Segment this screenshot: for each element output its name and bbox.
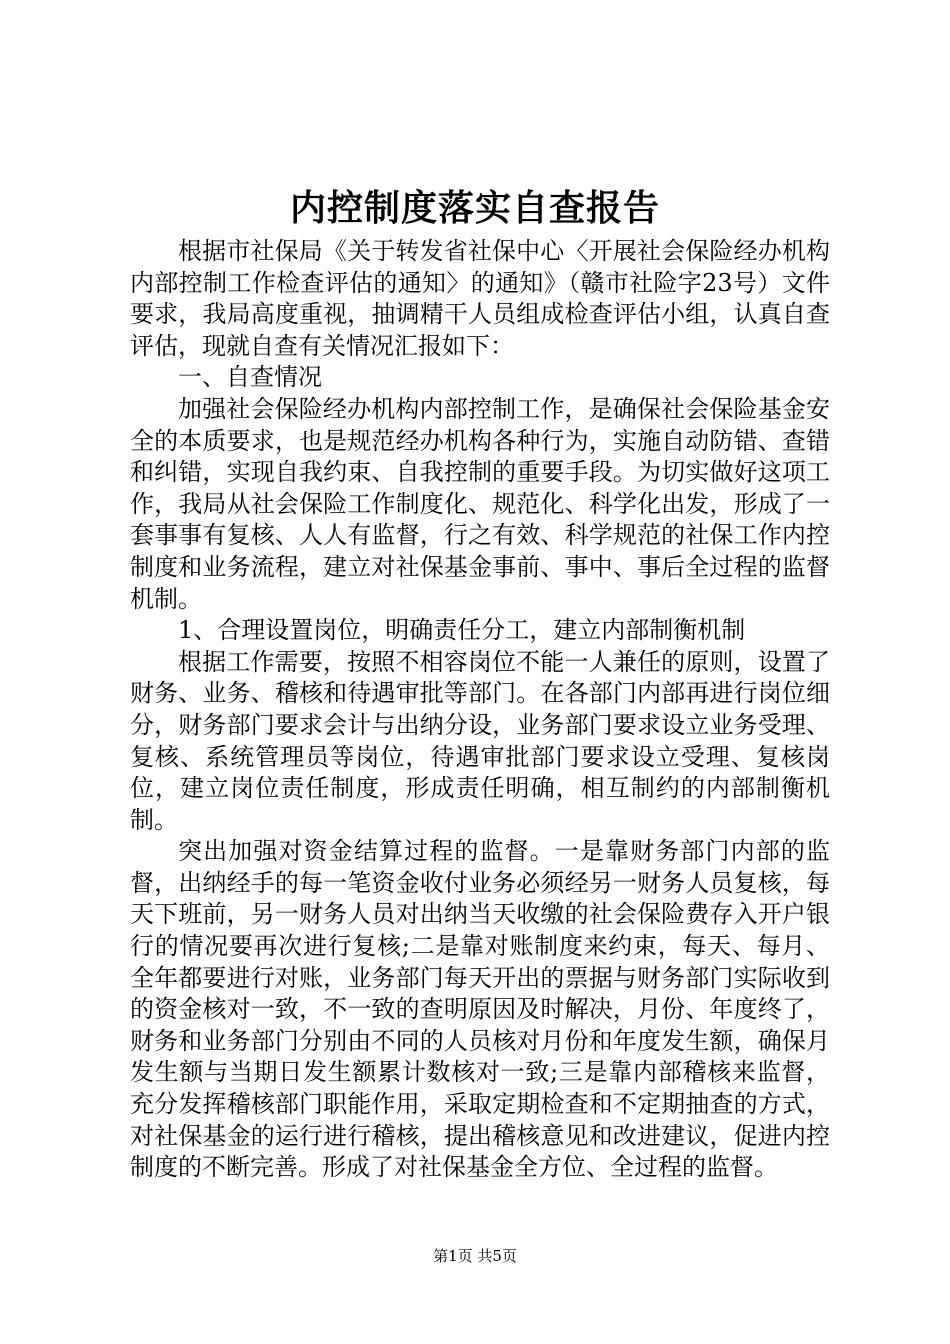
document-title: 内控制度落实自查报告 <box>289 187 660 229</box>
paragraph-intro: 根据市社保局《关于转发省社保中心〈开展社会保险经办机构内部控制工作检查评估的通知〉的通知》（赣市社险字23号）文件要求，我局高度重视，抽调精干人员组成检查评估小组，认真自查评估，现就自查有关情况汇报如下： <box>130 237 830 360</box>
paragraph: 突出加强对资金结算过程的监督。一是靠财务部门内部的监督，出纳经手的每一笔资金收付业务必须经另一财务人员复核，每天下班前，另一财务人员对出纳当天收缴的社会保险费存入开户银行的情况要再次进行复核;二是靠对账制度来约束，每天、每月、全年都要进行对账，业务部门每天开出的票据与财务部门实际收到的资金核对一致，不一致的查明原因及时解决，月份、年度终了，财务和业务部门分别由不同的人员核对月份和年度发生额，确保月发生额与当期日发生额累计数核对一致;三是靠内部稽核来监督，充分发挥稽核部门职能作用，采取定期检查和不定期抽查的方式，对社保基金的运行进行稽核，提出稽核意见和改进建议，促进内控制度的不断完善。形成了对社保基金全方位、全过程的监督。 <box>130 837 830 1182</box>
page-number: 第1页 共5页 <box>433 1247 517 1265</box>
document-body <box>130 236 830 1184</box>
paragraph: 根据工作需要，按照不相容岗位不能一人兼任的原则，设置了财务、业务、稽核和待遇审批等部门。在各部门内部再进行岗位细分，财务部门要求会计与出纳分设，业务部门要求设立业务受理、复核、系统管理员等岗位，待遇审批部门要求设立受理、复核岗位，建立岗位责任制度，形成责任明确，相互制约的内部制衡机制。 <box>130 647 830 834</box>
subsection-heading: 1、合理设置岗位，明确责任分工，建立内部制衡机制 <box>178 616 746 645</box>
paragraph: 加强社会保险经办机构内部控制工作，是确保社会保险基金安全的本质要求，也是规范经办机构各种行为，实施自动防错、查错和纠错，实现自我约束、自我控制的重要手段。为切实做好这项工作，我局从社会保险工作制度化、规范化、科学化出发，形成了一套事事有复核、人人有监督，行之有效、科学规范的社保工作内控制度和业务流程，建立对社保基金事前、事中、事后全过程的监督机制。 <box>130 394 830 613</box>
section-heading: 一、自查情况 <box>178 363 322 392</box>
